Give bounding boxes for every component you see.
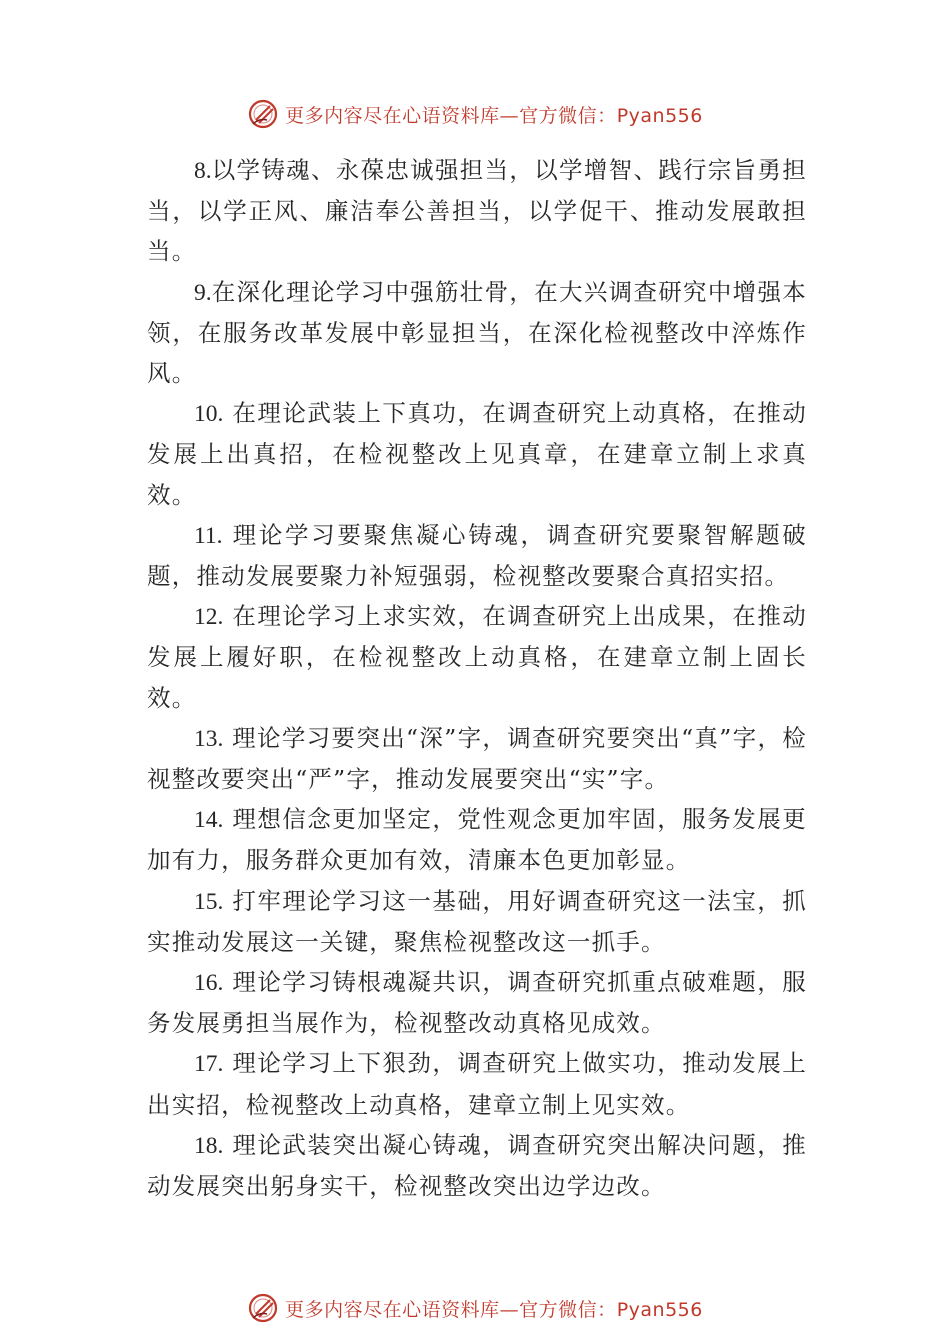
watermark-dash: — (499, 104, 520, 127)
paragraph-number: 17. (194, 1051, 224, 1078)
paragraph-number: 18. (194, 1132, 224, 1159)
paragraph-16 (147, 962, 807, 1043)
paragraph-12 (147, 596, 807, 718)
watermark-wechat-label: 官方微信： (519, 1298, 617, 1321)
paragraph-9 (147, 272, 807, 394)
paragraph-14 (147, 799, 807, 880)
paragraph-text: 在深化理论学习中强筋壮骨，在大兴调查研究中增强本领，在服务改革发展中彰显担当，在深化检视整改中淬炼作风。 (147, 277, 807, 388)
footer-watermark (0, 1288, 950, 1328)
watermark-text (285, 101, 703, 128)
watermark-dash: — (499, 1298, 520, 1321)
paragraph-18 (147, 1125, 807, 1206)
paragraph-text: 在理论武装上下真功，在调查研究上动真格，在推动发展上出真招，在检视整改上见真章，在建章立制上求真效。 (147, 399, 807, 509)
document-body (147, 150, 807, 1206)
header-watermark (0, 94, 950, 134)
paragraph-number: 16. (194, 970, 224, 997)
paragraph-number: 12. (194, 604, 224, 631)
paragraph-text: 以学铸魂、永葆忠诚强担当，以学增智、践行宗旨勇担当，以学正风、廉洁奉公善担当，以学促干、推动发展敢担当。 (147, 156, 807, 266)
watermark-brand: 更多内容尽在心语资料库 (285, 1298, 500, 1321)
paragraph-text: 理论学习要聚焦凝心铸魂，调查研究要聚智解题破题，推动发展要聚力补短强弱，检视整改要聚合真招实招。 (147, 520, 807, 591)
paragraph-10 (147, 393, 807, 515)
paragraph-text: 理论学习铸根魂凝共识，调查研究抓重点破难题，服务发展勇担当展作为，检视整改动真格见成效。 (147, 968, 807, 1038)
paragraph-text: 在理论学习上求实效，在调查研究上出成果，在推动发展上履好职，在检视整改上动真格，在建章立制上固长效。 (147, 602, 807, 712)
seal-icon (247, 1292, 279, 1324)
paragraph-17 (147, 1043, 807, 1124)
watermark-wechat-id: Pyan556 (616, 104, 703, 127)
paragraph-number: 10. (194, 401, 224, 428)
paragraph-8 (147, 150, 807, 272)
paragraph-number: 8. (194, 158, 212, 184)
watermark-brand: 更多内容尽在心语资料库 (285, 104, 500, 127)
paragraph-text: 理想信念更加坚定，党性观念更加牢固，服务发展更加有力，服务群众更加有效，清廉本色更加彰显。 (147, 805, 807, 875)
watermark-text (285, 1295, 703, 1322)
paragraph-number: 9. (194, 279, 212, 306)
paragraph-number: 14. (194, 807, 224, 834)
paragraph-text: 理论学习上下狠劲，调查研究上做实功，推动发展上出实招，检视整改上动真格，建章立制上见实效。 (147, 1049, 807, 1119)
paragraph-13 (147, 718, 807, 799)
seal-icon (247, 98, 279, 130)
paragraph-text: 打牢理论学习这一基础，用好调查研究这一法宝，抓实推动发展这一关键，聚焦检视整改这一抓手。 (147, 886, 807, 956)
watermark-wechat-id: Pyan556 (616, 1298, 703, 1321)
paragraph-number: 15. (194, 888, 224, 915)
paragraph-11 (147, 515, 807, 596)
paragraph-number: 11. (194, 522, 223, 549)
paragraph-text: 理论武装突出凝心铸魂，调查研究突出解决问题，推动发展突出躬身实干，检视整改突出边学边改。 (147, 1130, 807, 1201)
paragraph-15 (147, 881, 807, 962)
paragraph-number: 13. (194, 725, 224, 752)
paragraph-text: 理论学习要突出“深”字，调查研究要突出“真”字，检视整改要突出“严”字，推动发展要突出“实”字。 (147, 723, 807, 794)
watermark-wechat-label: 官方微信： (519, 104, 617, 127)
